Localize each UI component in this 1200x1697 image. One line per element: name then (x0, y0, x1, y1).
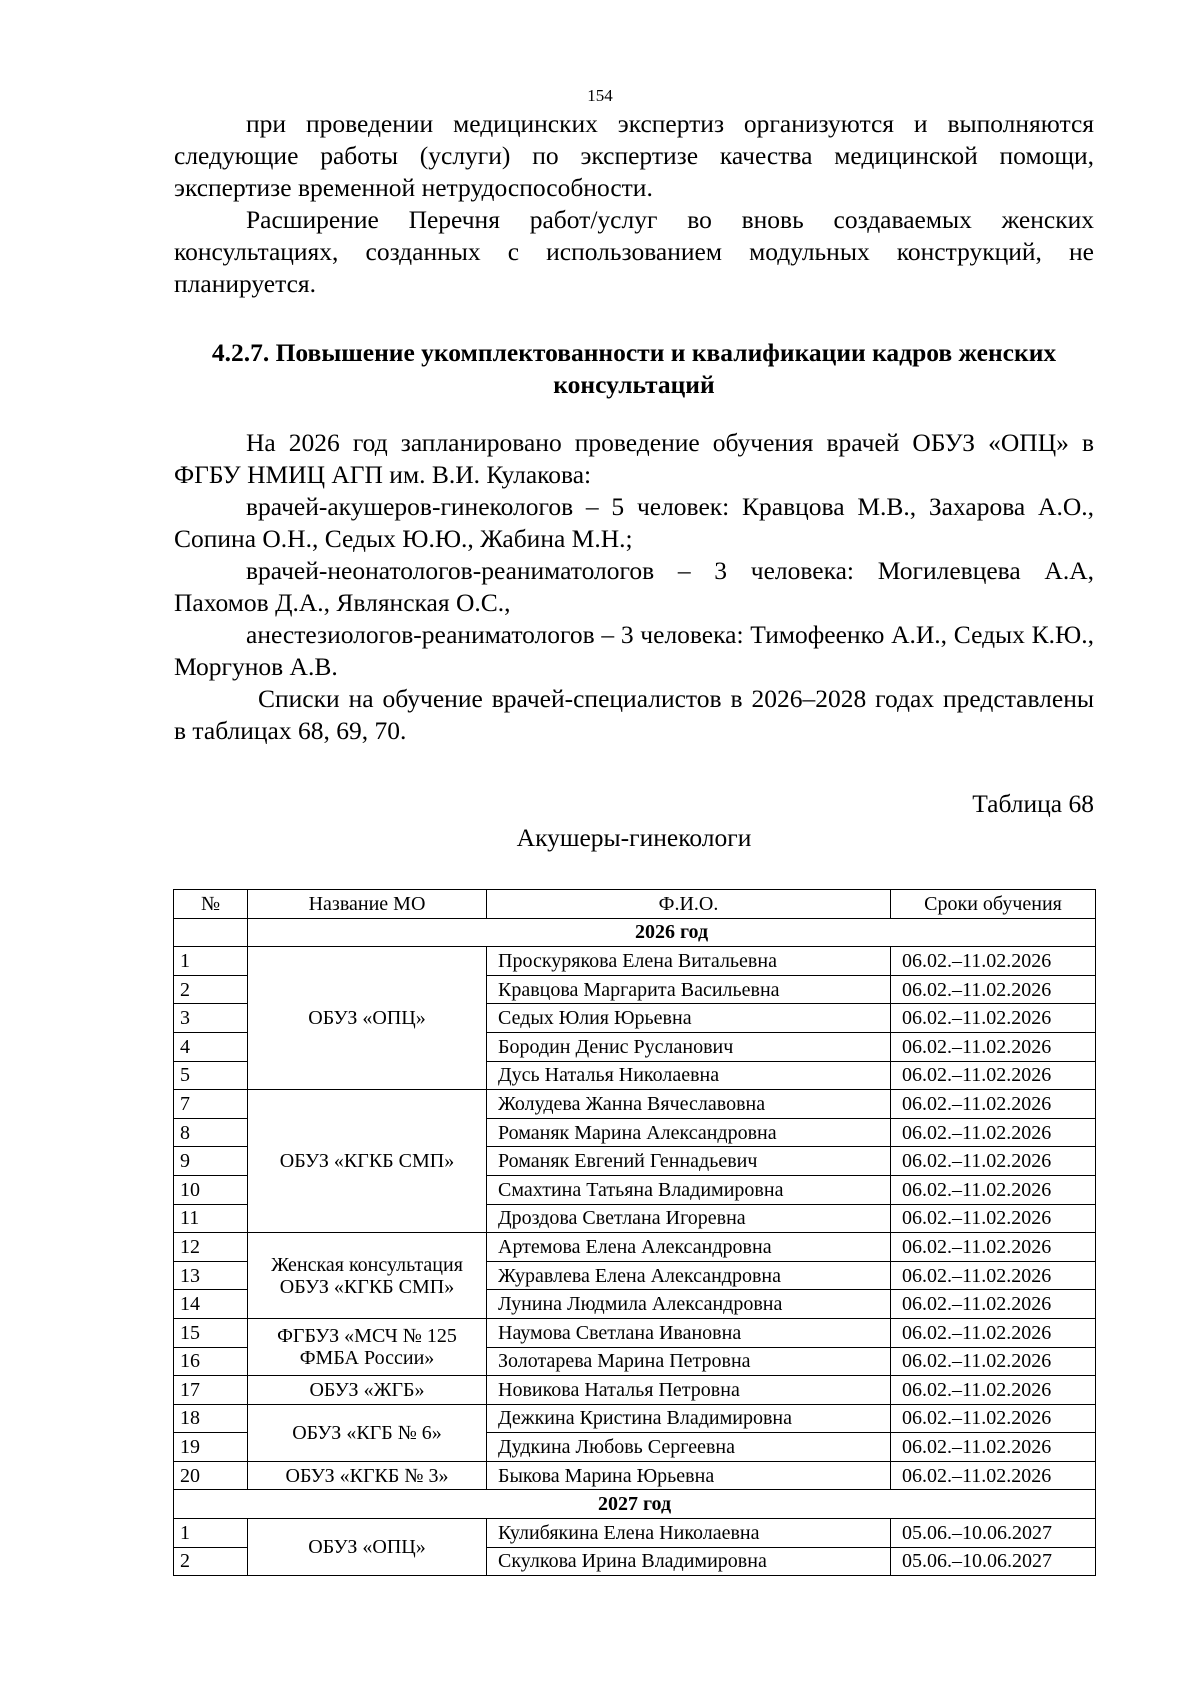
page-number: 154 (587, 86, 613, 105)
row-number: 13 (174, 1261, 248, 1290)
table-row (174, 1519, 1096, 1548)
training-dates: 06.02.–11.02.2026 (891, 1404, 1096, 1433)
person-name: Артемова Елена Александровна (487, 1233, 891, 1262)
row-number: 14 (174, 1290, 248, 1319)
mo-line: ФГБУЗ «МСЧ № 125 (277, 1325, 457, 1347)
row-number: 2 (174, 975, 248, 1004)
person-name: Седых Юлия Юрьевна (487, 1004, 891, 1033)
year-label: 2027 год (174, 1490, 1096, 1519)
training-dates: 06.02.–11.02.2026 (891, 1204, 1096, 1233)
training-dates: 06.02.–11.02.2026 (891, 1090, 1096, 1119)
person-name: Кравцова Маргарита Васильевна (487, 975, 891, 1004)
person-name: Новикова Наталья Петровна (487, 1376, 891, 1405)
person-name: Бородин Денис Русланович (487, 1032, 891, 1061)
table-caption: Таблица 68 (972, 789, 1094, 818)
year-row (174, 918, 1096, 947)
mo-cell: ОБУЗ «ОПЦ» (248, 1519, 487, 1576)
mo-cell: ОБУЗ «КГКБ СМП» (248, 1090, 487, 1233)
row-number: 2 (174, 1547, 248, 1576)
mo-cell: ОБУЗ «ОПЦ» (248, 947, 487, 1090)
person-name: Романяк Евгений Геннадьевич (487, 1147, 891, 1176)
row-number: 19 (174, 1433, 248, 1462)
row-number: 16 (174, 1347, 248, 1376)
paragraph: при проведении медицинских экспертиз организуются и выполняются следующие работы (услуги) по экспертизе качества медицинской помощи, экспертизе временной нетрудоспособности. (174, 109, 1094, 202)
person-name: Кулибякина Елена Николаевна (487, 1519, 891, 1548)
mo-cell: ОБУЗ «КГКБ № 3» (248, 1461, 487, 1490)
paragraph: Расширение Перечня работ/услуг во вновь создаваемых женских консультациях, созданных с использованием модульных конструкций, не планируется. (174, 205, 1094, 298)
row-number: 8 (174, 1118, 248, 1147)
header-cell: Ф.И.О. (487, 890, 891, 919)
training-dates: 05.06.–10.06.2027 (891, 1519, 1096, 1548)
table-row (174, 1376, 1096, 1405)
mo-line: ФМБА России» (299, 1347, 435, 1369)
paragraph: врачей-акушеров-гинекологов – 5 человек: Кравцова М.В., Захарова А.О., Сопина О.Н., Седых Ю.Ю., Жабина М.Н.; (174, 492, 1094, 553)
training-dates: 06.02.–11.02.2026 (891, 1318, 1096, 1347)
table-row (174, 1461, 1096, 1490)
row-number: 17 (174, 1376, 248, 1405)
table-title: Акушеры-гинекологи (516, 823, 752, 852)
training-dates: 06.02.–11.02.2026 (891, 947, 1096, 976)
person-name: Наумова Светлана Ивановна (487, 1318, 891, 1347)
row-number: 11 (174, 1204, 248, 1233)
row-number: 15 (174, 1318, 248, 1347)
table-header-row (174, 890, 1096, 919)
table-row (174, 1233, 1096, 1262)
row-number: 5 (174, 1061, 248, 1090)
person-name: Смахтина Татьяна Владимировна (487, 1175, 891, 1204)
mo-cell: ОБУЗ «ЖГБ» (248, 1376, 487, 1405)
empty-cell (174, 918, 248, 947)
paragraph: На 2026 год запланировано проведение обучения врачей ОБУЗ «ОПЦ» в ФГБУ НМИЦ АГП им. В.И. Кулакова: (174, 428, 1094, 489)
section-heading: 4.2.7. Повышение укомплектованности и квалификации кадров женских консультаций (211, 338, 1057, 399)
training-dates: 06.02.–11.02.2026 (891, 1290, 1096, 1319)
header-cell: Название МО (248, 890, 487, 919)
year-row (174, 1490, 1096, 1519)
row-number: 9 (174, 1147, 248, 1176)
mo-line: Женская консультация (271, 1253, 463, 1276)
training-dates: 06.02.–11.02.2026 (891, 975, 1096, 1004)
year-label: 2026 год (248, 918, 1096, 947)
person-name: Романяк Марина Александровна (487, 1118, 891, 1147)
person-name: Лунина Людмила Александровна (487, 1290, 891, 1319)
training-dates: 06.02.–11.02.2026 (891, 1118, 1096, 1147)
training-dates: 06.02.–11.02.2026 (891, 1261, 1096, 1290)
intro-text (174, 108, 1094, 300)
person-name: Скулкова Ирина Владимировна (487, 1547, 891, 1576)
row-number: 18 (174, 1404, 248, 1433)
training-dates: 06.02.–11.02.2026 (891, 1461, 1096, 1490)
mo-cell (248, 1233, 487, 1319)
training-dates: 06.02.–11.02.2026 (891, 1004, 1096, 1033)
mo-line: ОБУЗ «КГКБ СМП» (279, 1275, 455, 1298)
row-number: 1 (174, 947, 248, 976)
table-row (174, 1318, 1096, 1347)
table-row (174, 1404, 1096, 1433)
paragraph: анестезиологов-реаниматологов – 3 человека: Тимофеенко А.И., Седых К.Ю., Моргунов А.В. (174, 620, 1094, 681)
training-dates: 06.02.–11.02.2026 (891, 1175, 1096, 1204)
training-dates: 06.02.–11.02.2026 (891, 1233, 1096, 1262)
training-dates: 06.02.–11.02.2026 (891, 1376, 1096, 1405)
person-name: Жолудева Жанна Вячеславовна (487, 1090, 891, 1119)
table-row (174, 947, 1096, 976)
staff-training-table (173, 889, 1096, 1576)
row-number: 20 (174, 1461, 248, 1490)
person-name: Дусь Наталья Николаевна (487, 1061, 891, 1090)
paragraph: Списки на обучение врачей-специалистов в 2026–2028 годах представлены в таблицах 68, 69, 70. (174, 684, 1094, 745)
training-dates: 05.06.–10.06.2027 (891, 1547, 1096, 1576)
row-number: 7 (174, 1090, 248, 1119)
person-name: Дроздова Светлана Игоревна (487, 1204, 891, 1233)
header-cell: Сроки обучения (891, 890, 1096, 919)
row-number: 3 (174, 1004, 248, 1033)
row-number: 10 (174, 1175, 248, 1204)
person-name: Золотарева Марина Петровна (487, 1347, 891, 1376)
person-name: Дежкина Кристина Владимировна (487, 1404, 891, 1433)
person-name: Журавлева Елена Александровна (487, 1261, 891, 1290)
body-text (174, 427, 1094, 747)
training-dates: 06.02.–11.02.2026 (891, 1347, 1096, 1376)
mo-cell (248, 1318, 487, 1375)
person-name: Проскурякова Елена Витальевна (487, 947, 891, 976)
row-number: 12 (174, 1233, 248, 1262)
training-dates: 06.02.–11.02.2026 (891, 1433, 1096, 1462)
table-row (174, 1090, 1096, 1119)
person-name: Быкова Марина Юрьевна (487, 1461, 891, 1490)
paragraph: врачей-неонатологов-реаниматологов – 3 человека: Могилевцева А.А, Пахомов Д.А., Являнская О.С., (174, 556, 1094, 617)
training-dates: 06.02.–11.02.2026 (891, 1061, 1096, 1090)
training-dates: 06.02.–11.02.2026 (891, 1032, 1096, 1061)
header-cell: № (174, 890, 248, 919)
row-number: 1 (174, 1519, 248, 1548)
row-number: 4 (174, 1032, 248, 1061)
training-dates: 06.02.–11.02.2026 (891, 1147, 1096, 1176)
person-name: Дудкина Любовь Сергеевна (487, 1433, 891, 1462)
mo-cell: ОБУЗ «КГБ № 6» (248, 1404, 487, 1461)
